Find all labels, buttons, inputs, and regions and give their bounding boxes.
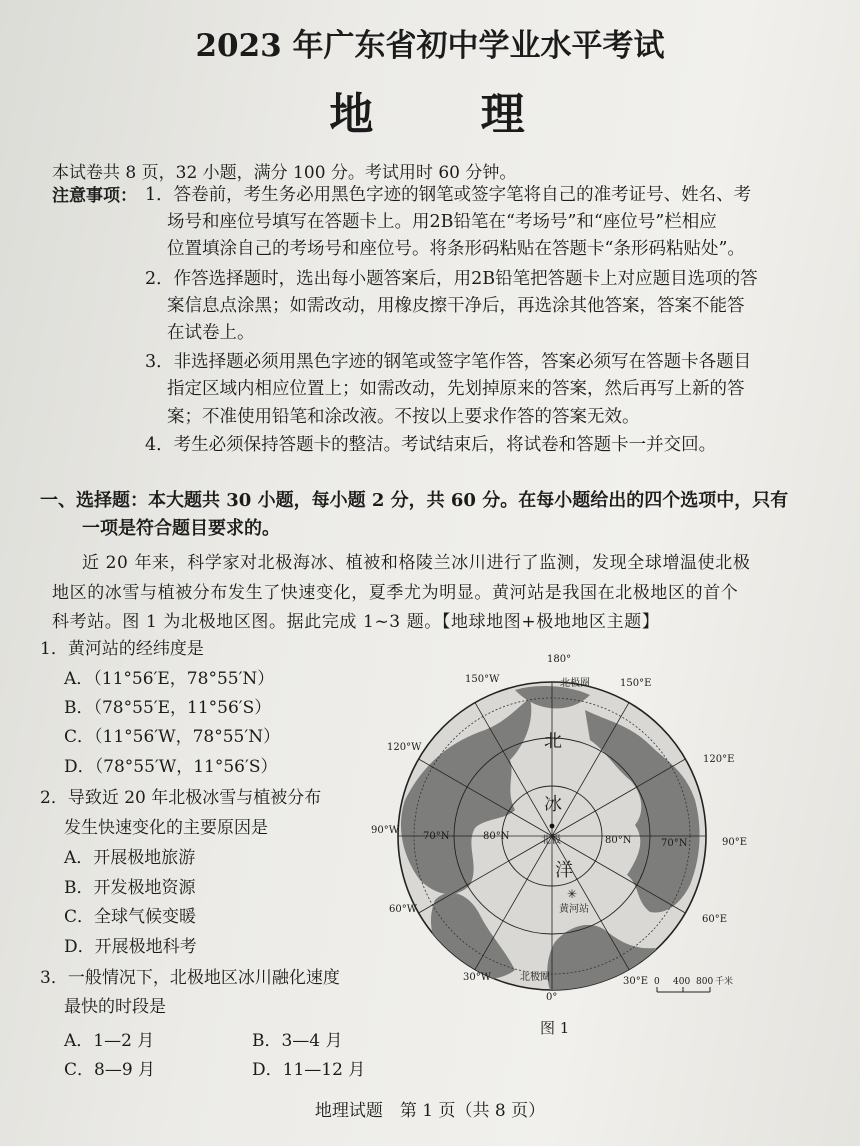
label-lon-120w: 120°W xyxy=(387,742,422,753)
question-3-option-c[interactable]: C．8—9 月 xyxy=(64,1060,156,1080)
label-arctic-circle-top: 北极圈 xyxy=(560,678,590,689)
question-1-option-b[interactable]: B．（78°55′E，11°56′S） xyxy=(64,698,272,718)
label-lat-70n-west: 70°N xyxy=(423,831,450,842)
notice-line: 在试卷上。 xyxy=(167,323,255,343)
label-lon-90w: 90°W xyxy=(371,825,400,836)
label-lat-70n-east: 70°N xyxy=(661,838,688,849)
label-ocean-char-1: 北 xyxy=(544,731,562,752)
question-2-option-b[interactable]: B．开发极地资源 xyxy=(64,878,196,898)
label-ocean-char-3: 洋 xyxy=(555,860,573,881)
scale-bar xyxy=(654,975,733,992)
label-station: 黄河站 xyxy=(559,904,589,915)
scale-unit: 千米 xyxy=(715,977,734,987)
label-lon-180: 180° xyxy=(547,654,572,665)
subject-title: 地 理 xyxy=(329,89,571,140)
label-lon-30w: 30°W xyxy=(463,972,492,983)
notice-line: 3．非选择题必须用黑色字迹的钢笔或签字笔作答，答案必须写在答题卡各题目 xyxy=(145,352,752,372)
page-footer: 地理试题 第 1 页（共 8 页） xyxy=(314,1101,546,1121)
section-heading: 一项是符合题目要求的。 xyxy=(82,518,280,539)
question-3-option-d[interactable]: D．11—12 月 xyxy=(252,1060,366,1080)
north-pole-marker xyxy=(550,824,555,829)
label-lon-30e: 30°E xyxy=(623,976,649,987)
question-2-stem: 发生快速变化的主要原因是 xyxy=(64,818,268,838)
notice-line: 1．答卷前，考生务必用黑色字迹的钢笔或签字笔将自己的准考证号、姓名、考 xyxy=(145,185,752,205)
label-lon-150e: 150°E xyxy=(620,678,652,689)
notice-line: 案；不准使用铅笔和涂改液。不按以上要求作答的答案无效。 xyxy=(167,407,640,427)
label-north-pole: 北极 xyxy=(541,835,561,846)
scale-label-800: 800 xyxy=(696,977,714,987)
passage-line: 地区的冰雪与植被分布发生了快速变化，夏季尤为明显。黄河站是我国在北极地区的首个 xyxy=(52,583,739,603)
question-3-stem: 3．一般情况下，北极地区冰川融化速度 xyxy=(40,968,340,988)
label-lon-90e: 90°E xyxy=(722,837,748,848)
label-lon-60e: 60°E xyxy=(702,914,728,925)
question-1-option-c[interactable]: C．（11°56′W，78°55′N） xyxy=(64,727,281,747)
figure-caption: 图 1 xyxy=(540,1019,570,1037)
question-2-option-c[interactable]: C．全球气候变暖 xyxy=(64,907,197,927)
question-2-option-a[interactable]: A．开展极地旅游 xyxy=(64,848,196,868)
question-2-stem: 2．导致近 20 年北极冰雪与植被分布 xyxy=(40,788,322,808)
notice-line: 场号和座位号填写在答题卡上。用2B铅笔在“考场号”和“座位号”栏相应 xyxy=(167,212,717,232)
notice-line: 案信息点涂黑；如需改动，用橡皮擦干净后，再选涂其他答案，答案不能答 xyxy=(167,296,745,316)
label-lon-0: 0° xyxy=(546,992,558,1003)
label-lon-150w: 150°W xyxy=(465,674,500,685)
question-1-stem: 1．黄河站的经纬度是 xyxy=(40,639,204,659)
section-heading: 一、选择题：本大题共 30 小题，每小题 2 分，共 60 分。在每小题给出的四个选项中，只有 xyxy=(40,490,789,511)
notice-label: 注意事项： xyxy=(52,186,137,206)
notice-line: 2．作答选择题时，选出每小题答案后，用2B铅笔把答题卡上对应题目选项的答 xyxy=(145,269,758,289)
exam-intro: 本试卷共 8 页，32 小题，满分 100 分。考试用时 60 分钟。 xyxy=(52,163,517,183)
question-3-stem: 最快的时段是 xyxy=(64,997,166,1017)
label-lon-120e: 120°E xyxy=(703,754,735,765)
question-1-option-a[interactable]: A．（11°56′E，78°55′N） xyxy=(64,669,275,689)
arctic-map xyxy=(365,650,765,1010)
question-2-option-d[interactable]: D．开展极地科考 xyxy=(64,937,197,957)
notice-line: 4．考生必须保持答题卡的整洁。考试结束后，将试卷和答题卡一并交回。 xyxy=(145,435,717,455)
label-arctic-circle-bottom: 北极圈 xyxy=(520,972,550,983)
scale-label-0: 0 xyxy=(654,977,660,987)
label-lat-80n-east: 80°N xyxy=(605,835,632,846)
notice-line: 指定区域内相应位置上；如需改动，先划掉原来的答案，然后再写上新的答 xyxy=(167,379,745,399)
label-lon-60w: 60°W xyxy=(389,904,418,915)
notice-line: 位置填涂自己的考场号和座位号。将条形码粘贴在答题卡“条形码粘贴处”。 xyxy=(167,239,745,259)
question-1-option-d[interactable]: D．（78°55′W，11°56′S） xyxy=(64,757,278,777)
scale-label-400: 400 xyxy=(673,977,691,987)
passage-line: 科考站。图 1 为北极地区图。据此完成 1~3 题。【地球地图+极地地区主题】 xyxy=(52,612,660,632)
question-3-option-a[interactable]: A．1—2 月 xyxy=(64,1031,155,1051)
label-ocean-char-2: 冰 xyxy=(544,794,562,815)
station-marker: ✳ xyxy=(567,887,578,901)
label-lat-80n-west: 80°N xyxy=(483,831,510,842)
question-3-option-b[interactable]: B．3—4 月 xyxy=(252,1031,343,1051)
passage-line: 近 20 年来，科学家对北极海冰、植被和格陵兰冰川进行了监测，发现全球增温使北极 xyxy=(82,553,751,573)
exam-title: 2023 年广东省初中学业水平考试 xyxy=(195,28,665,64)
